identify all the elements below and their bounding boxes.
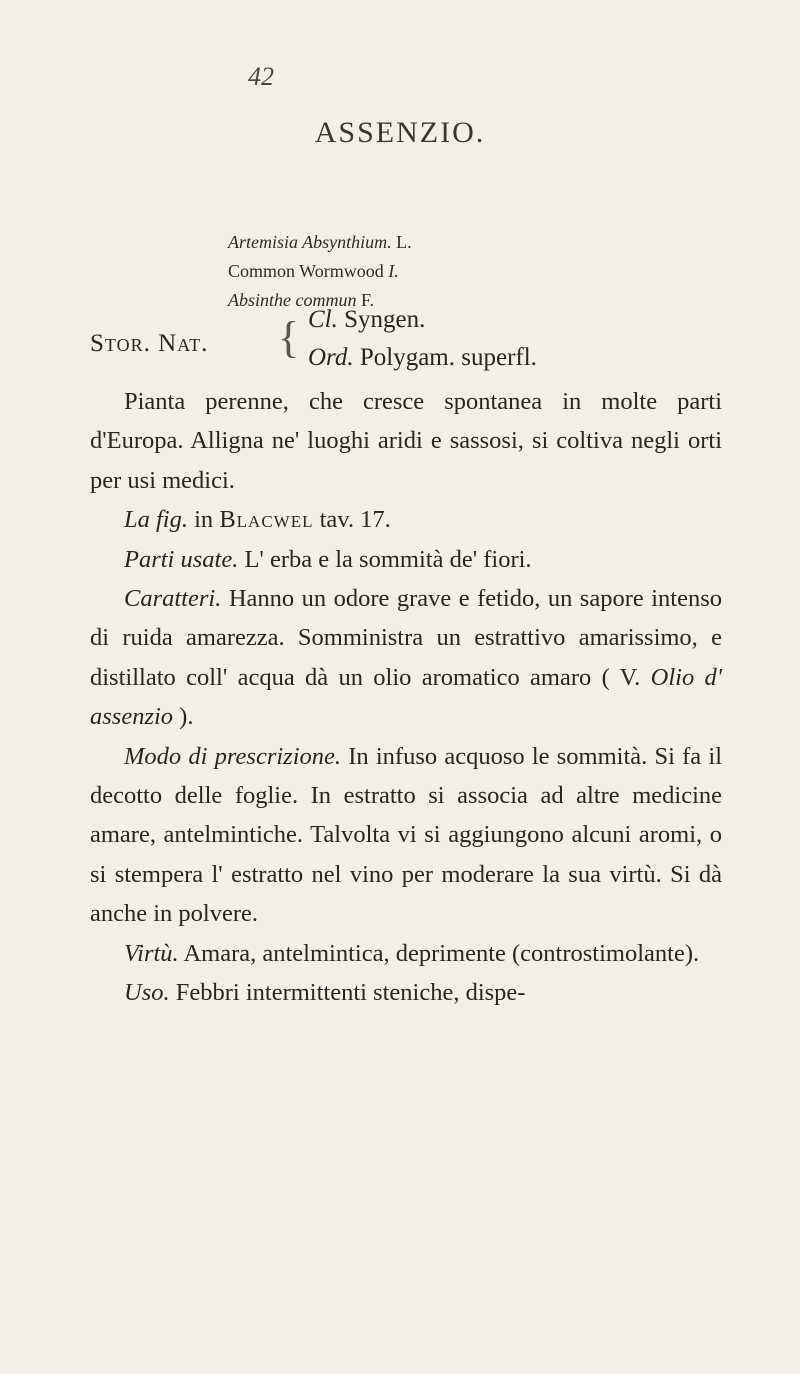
classification-label: Stor. Nat.	[90, 330, 209, 357]
characters-paragraph: Caratteri. Hanno un odore grave e fetido, un sapore intenso di ruida amarezza. Somministra un estrattivo amarissimo, e distillato coll' acqua dà un olio aromatico amaro ( V. Olio d' assenzio ).	[90, 585, 723, 731]
use-paragraph: Uso. Febbri intermittenti steniche, dispe-	[124, 979, 526, 1007]
parts-paragraph: Parti usate. L' erba e la sommità de' fiori.	[124, 545, 532, 573]
page-number: 42	[248, 62, 274, 91]
page-title: ASSENZIO.	[314, 116, 486, 149]
intro-paragraph: Pianta perenne, che cresce spontanea in molte parti d'Europa. Allignа ne' luoghi aridi e sassosi, si coltiva negli orti per usi medici.	[90, 388, 722, 494]
order-row: Ord. Polygam. superfl.	[308, 344, 537, 371]
synonym-french: Absinthe commun F.	[228, 290, 375, 310]
synonym-english: Common Wormwood I.	[228, 261, 399, 281]
virtue-paragraph: Virtù. Amara, antelmintica, deprimente (controstimolante).	[124, 939, 700, 967]
class-row: Cl. Syngen.	[308, 306, 426, 333]
brace-glyph: {	[278, 313, 300, 362]
synonym-latin: Artemisia Absynthium. L.	[228, 232, 412, 252]
prescription-paragraph: Modo di prescrizione. In infuso acquoso le sommità. Si fa il decotto delle foglie. In estratto si associa ad altre medicine amare, antelmintiche. Talvolta vi si aggiungono alcuni aromi, o si stempera l' estratto nel vino per moderare la sua virtù. Si dà anche in polvere.	[90, 742, 723, 928]
figure-paragraph: La fig. in Blacwel tav. 17.	[124, 506, 391, 534]
body-text	[90, 382, 722, 1013]
synonym-list	[228, 228, 412, 315]
